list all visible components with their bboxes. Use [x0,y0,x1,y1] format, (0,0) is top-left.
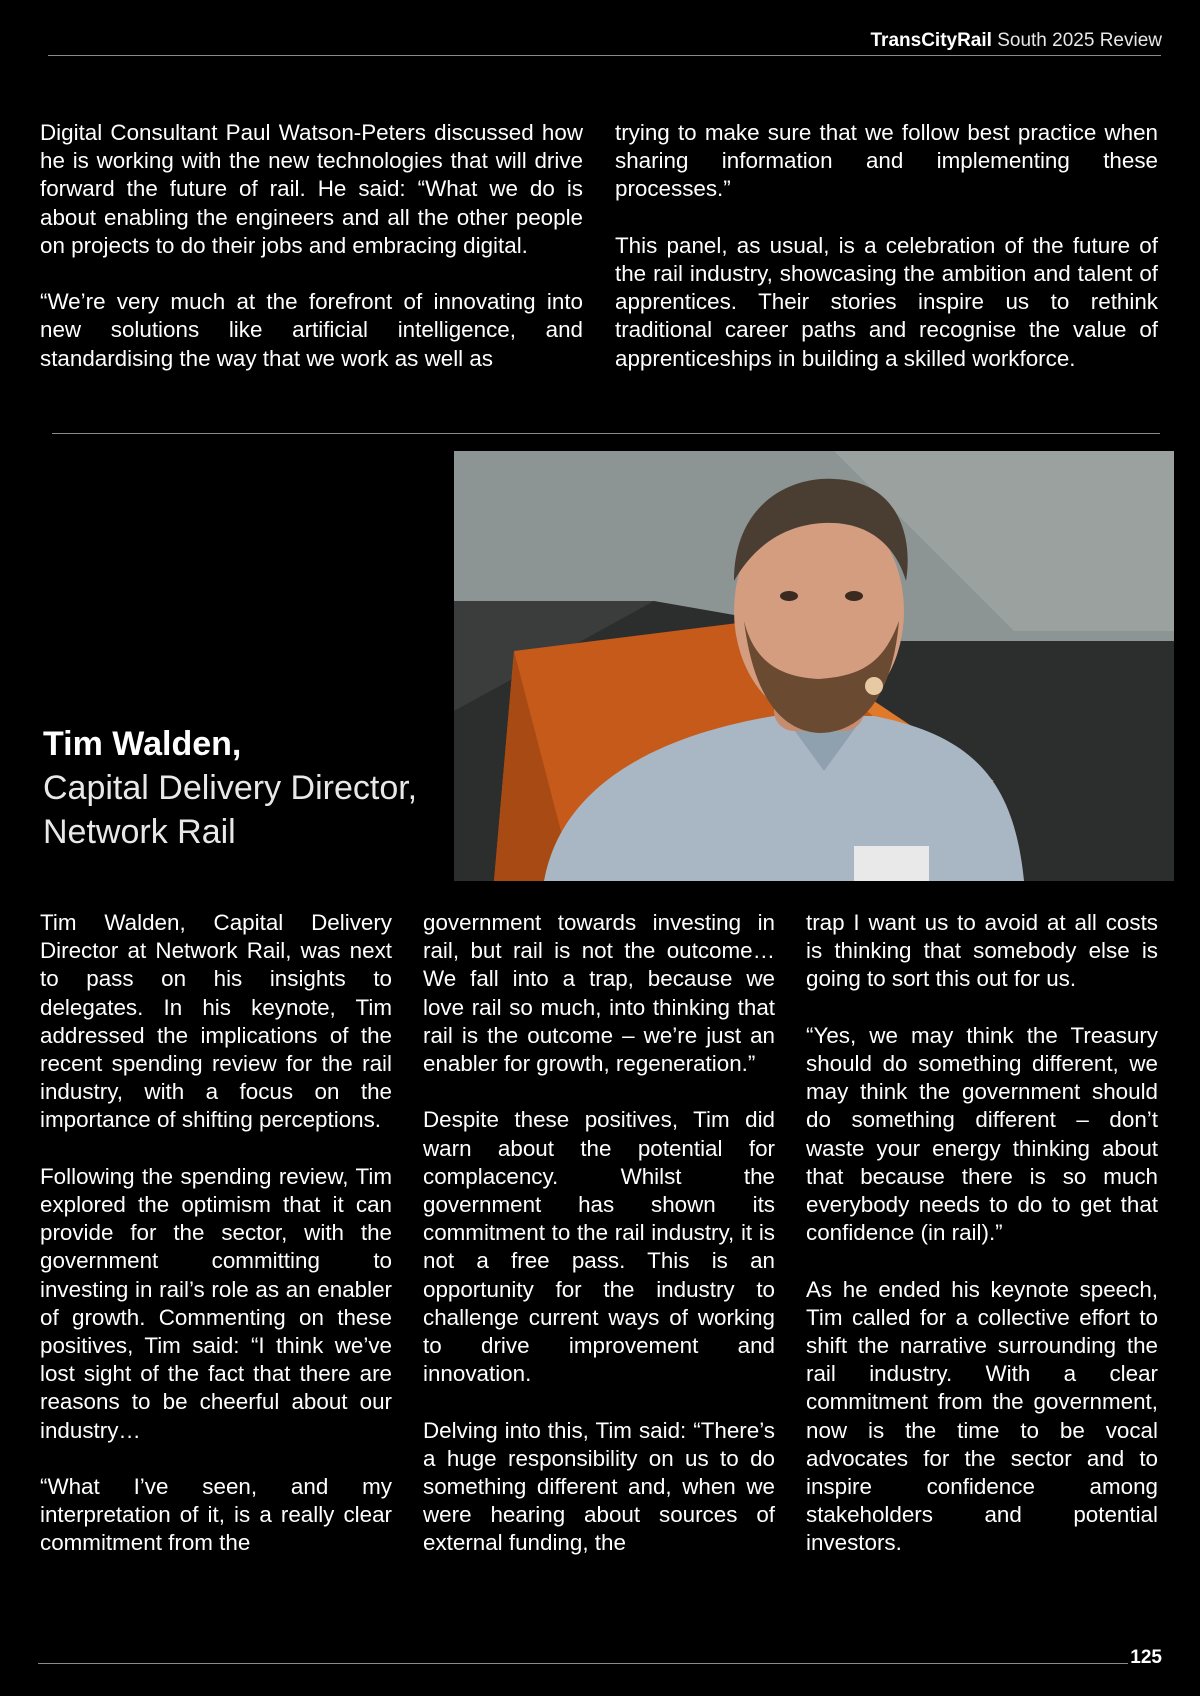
article-column-3 [806,909,1158,1558]
speaker-photo [454,451,1174,881]
paragraph: trap I want us to avoid at all costs is thinking that somebody else is going to sort this out for us. [806,910,1158,992]
article-column-2 [423,909,775,1558]
running-header [871,30,1163,52]
speaker-caption [43,722,443,854]
footer-divider [38,1663,1128,1664]
paragraph: Delving into this, Tim said: “There’s a huge responsibility on us to do something different and, when we were hearing about sources of external funding, the [423,1417,775,1556]
paragraph: As he ended his keynote speech, Tim called for a collective effort to shift the narrative surrounding the rail industry. With a clear commitment from the government, now is the time to be vocal advocates for the sector and to inspire confidence among stakeholders and potential investors. [806,1276,1158,1556]
paragraph: Digital Consultant Paul Watson-Peters discussed how he is working with the new technologies that will drive forward the future of rail. He said: “What we do is about enabling the engineers and all the other people on projects to do their jobs and embracing digital. [40,120,583,258]
paragraph: “Yes, we may think the Treasury should do something different, we may think the government should do something different – don’t waste your energy thinking about that because there is so much everybody needs to do to get that confidence (in rail).” [806,1022,1158,1246]
article-column-1 [40,909,392,1558]
section-divider [52,433,1160,434]
paragraph: “We’re very much at the forefront of innovating into new solutions like artificial intelligence, and standardising the way that we work as well as [40,289,583,371]
paragraph: Following the spending review, Tim explored the optimism that it can provide for the sector, with the government committing to investing in rail’s role as an enabler of growth. Commenting on these positives, Tim said: “I think we’ve lost sight of the fact that there are reasons to be cheerful about our industry… [40,1163,392,1443]
paragraph: Tim Walden, Capital Delivery Director at Network Rail, was next to pass on his insights to delegates. In his keynote, Tim addressed the implications of the recent spending review for the rail industry, with a focus on the importance of shifting perceptions. [40,910,392,1133]
speaker-name: Tim Walden, [43,725,242,763]
paragraph: government towards investing in rail, but rail is not the outcome… We fall into a trap, because we love rail so much, into thinking that rail is the outcome – we’re just an enabler for growth, regeneration.” [423,910,775,1077]
paragraph: This panel, as usual, is a celebration of the future of the rail industry, showcasing the ambition and talent of apprentices. Their stories inspire us to rethink traditional career paths and recognise the value of apprenticeships in building a skilled workforce. [615,232,1158,371]
header-brand: TransCityRail [870,30,992,51]
intro-left-column [40,119,583,373]
paragraph: Despite these positives, Tim did warn about the potential for complacency. Whilst the government has shown its commitment to the rail industry, it is not a free pass. This is an opportunity for the industry to challenge current ways of working to drive improvement and innovation. [423,1107,775,1387]
speaker-role: Capital Delivery Director, [43,769,418,807]
header-subtitle: South 2025 Review [997,30,1162,51]
paragraph: trying to make sure that we follow best practice when sharing information and implementing these processes.” [615,120,1158,202]
speaker-organisation: Network Rail [43,813,236,851]
header-divider [48,55,1161,56]
paragraph: “What I’ve seen, and my interpretation of it, is a really clear commitment from the [40,1474,392,1556]
page-number: 125 [1130,1647,1162,1668]
intro-right-column [615,119,1158,373]
